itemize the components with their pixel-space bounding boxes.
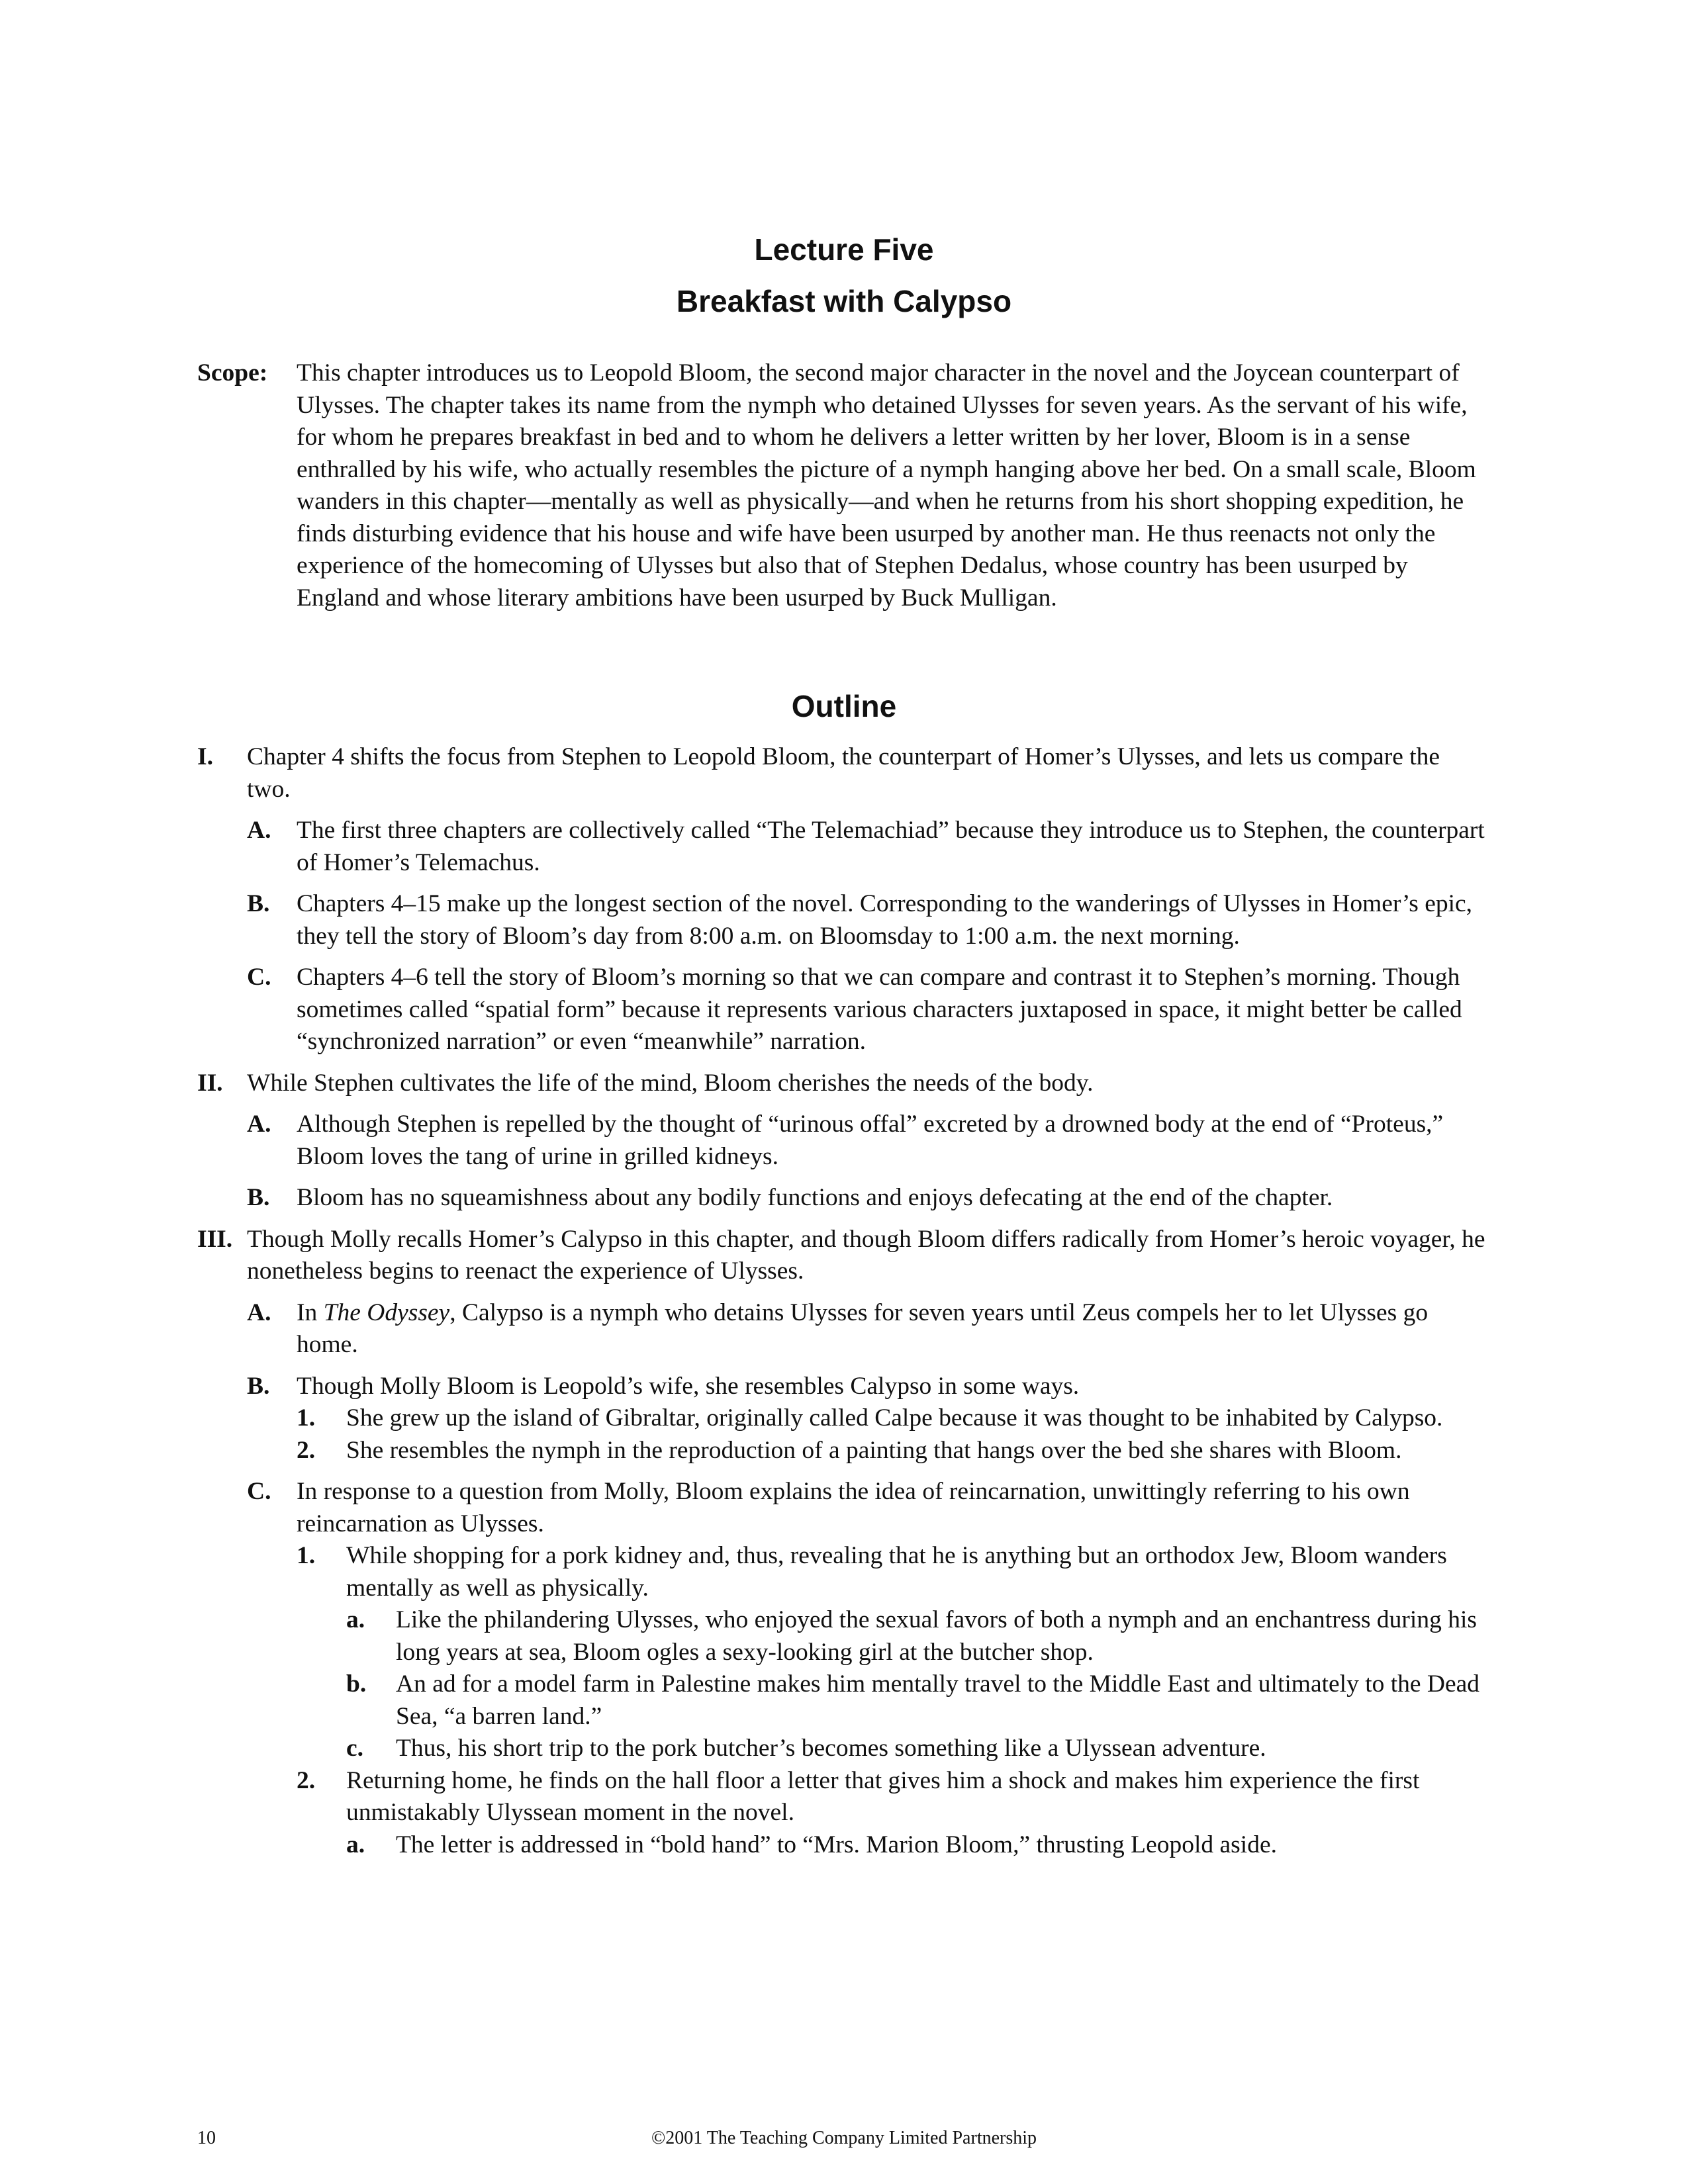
outline-marker: 1. (297, 1542, 316, 1569)
outline-marker: b. (346, 1670, 367, 1698)
outline-list (197, 741, 1488, 1861)
outline-text: Though Molly Bloom is Leopold’s wife, she resembles Calypso in some ways. (297, 1372, 1080, 1400)
outline-item-iii-c-2-a (197, 1829, 1488, 1862)
outline-item-iii-a (197, 1297, 1488, 1361)
outline-item-i-a (197, 815, 1488, 879)
outline-heading: Outline (791, 689, 897, 723)
page-number: 10 (197, 2128, 216, 2148)
outline-item-iii (197, 1224, 1488, 1288)
scope-section (197, 357, 1488, 614)
outline-text: Thus, his short trip to the pork butcher’s becomes something like a Ulyssean adventure. (396, 1735, 1266, 1762)
outline-item-iii-b-2 (197, 1435, 1488, 1467)
outline-item-iii-c-1-c (197, 1733, 1488, 1765)
outline-text: Although Stephen is repelled by the thought of “urinous offal” excreted by a drowned body at the end of “Proteus,” Bloom loves the tang of urine in grilled kidneys. (297, 1111, 1444, 1170)
outline-text-after: , Calypso is a nymph who detains Ulysses for seven years until Zeus compels her to let Ulysses go home. (297, 1298, 1429, 1358)
outline-marker: 2. (297, 1436, 316, 1464)
outline-marker: c. (346, 1735, 364, 1762)
scope-text: This chapter introduces us to Leopold Bloom, the second major character in the novel and the Joycean counterpart of Ulysses. The chapter takes its name from the nymph who detained Ulysses for seven years. As the servant of his wife, for whom he prepares breakfast in bed and to whom he delivers a letter written by her lover, Bloom is in a sense enthralled by his wife, who actually resembles the picture of a nymph hanging above her bed. On a small scale, Bloom wanders in this chapter—mentally as well as physically—and when he returns from his short shopping expedition, he finds disturbing evidence that his house and wife have been usurped by another man. He thus reenacts not only the experience of the homecoming of Ulysses but also that of Stephen Dedalus, whose country has been usurped by England and whose literary ambitions have been usurped by Buck Mulligan. (297, 359, 1476, 612)
outline-item-i-c (197, 962, 1488, 1058)
outline-item-ii-b (197, 1182, 1488, 1214)
copyright-notice: ©2001 The Teaching Company Limited Partnership (651, 2128, 1037, 2148)
outline-marker: C. (247, 964, 271, 991)
outline-marker: a. (346, 1831, 365, 1858)
outline-item-iii-b (197, 1371, 1488, 1403)
outline-text: Though Molly recalls Homer’s Calypso in this chapter, and though Bloom differs radically from Homer’s heroic voyager, he nonetheless begins to reenact the experience of Ulysses. (247, 1225, 1485, 1285)
lecture-title: Lecture Five (754, 232, 934, 267)
outline-marker: A. (247, 1298, 271, 1326)
outline-text: While Stephen cultivates the life of the mind, Bloom cherishes the needs of the body. (247, 1069, 1094, 1097)
outline-text: While shopping for a pork kidney and, thus, revealing that he is anything but an orthodox Jew, Bloom wanders mentally as well as physically. (346, 1542, 1447, 1602)
outline-text: The first three chapters are collectively called “The Telemachiad” because they introduce us to Stephen, the counterpart of Homer’s Telemachus. (297, 817, 1485, 876)
outline-text: Chapters 4–15 make up the longest section of the novel. Corresponding to the wanderings of Ulysses in Homer’s epic, they tell the story of Bloom’s day from 8:00 a.m. on Bloomsday to 1:00 a.m. the next morning. (297, 890, 1473, 950)
outline-text: Chapter 4 shifts the focus from Stephen to Leopold Bloom, the counterpart of Homer’s Ulysses, and lets us compare the two. (247, 743, 1440, 803)
outline-marker: B. (247, 1184, 270, 1211)
outline-text: An ad for a model farm in Palestine makes him mentally travel to the Middle East and ultimately to the Dead Sea, “a barren land.” (396, 1670, 1480, 1730)
outline-item-iii-c (197, 1476, 1488, 1540)
outline-marker: C. (247, 1478, 271, 1505)
outline-item-ii (197, 1068, 1488, 1100)
outline-item-i (197, 741, 1488, 805)
outline-marker: 2. (297, 1766, 316, 1794)
outline-text: Chapters 4–6 tell the story of Bloom’s morning so that we can compare and contrast it to Stephen’s morning. Though sometimes called “spatial form” because it represents various characters juxtaposed in space, it might better be called “synchronized narration” or even “meanwhile” narration. (297, 964, 1462, 1055)
outline-item-ii-a (197, 1109, 1488, 1173)
outline-marker: 1. (297, 1404, 316, 1432)
outline-item-iii-c-1-a (197, 1604, 1488, 1668)
outline-text-before: In (297, 1298, 324, 1326)
scope-label: Scope: (197, 359, 268, 387)
outline-item-i-b (197, 888, 1488, 952)
outline-text: She grew up the island of Gibraltar, originally called Calpe because it was thought to be inhabited by Calypso. (346, 1404, 1443, 1432)
outline-text: In response to a question from Molly, Bloom explains the idea of reincarnation, unwittingly referring to his own reincarnation as Ulysses. (297, 1478, 1410, 1537)
outline-marker: B. (247, 1372, 270, 1400)
outline-marker: A. (247, 817, 271, 844)
outline-text: She resembles the nymph in the reproduction of a painting that hangs over the bed she shares with Bloom. (346, 1436, 1402, 1464)
outline-text: The letter is addressed in “bold hand” to “Mrs. Marion Bloom,” thrusting Leopold aside. (396, 1831, 1277, 1858)
outline-marker: A. (247, 1111, 271, 1138)
outline-marker: III. (197, 1225, 233, 1253)
outline-item-iii-c-2 (197, 1765, 1488, 1829)
outline-marker: I. (197, 743, 213, 770)
outline-marker: II. (197, 1069, 223, 1097)
book-title: The Odyssey (323, 1298, 450, 1326)
outline-text: Bloom has no squeamishness about any bodily functions and enjoys defecating at the end of the chapter. (297, 1184, 1333, 1211)
outline-item-iii-c-1-b (197, 1668, 1488, 1733)
outline-text: Returning home, he finds on the hall floor a letter that gives him a shock and makes him experience the first unmistakably Ulyssean moment in the novel. (346, 1766, 1420, 1826)
outline-marker: a. (346, 1606, 365, 1633)
outline-item-iii-c-1 (197, 1540, 1488, 1604)
lecture-subtitle: Breakfast with Calypso (676, 284, 1012, 318)
outline-text: Like the philandering Ulysses, who enjoyed the sexual favors of both a nymph and an enchantress during his long years at sea, Bloom ogles a sexy-looking girl at the butcher shop. (396, 1606, 1477, 1666)
outline-item-iii-b-1 (197, 1402, 1488, 1435)
outline-marker: B. (247, 890, 270, 917)
